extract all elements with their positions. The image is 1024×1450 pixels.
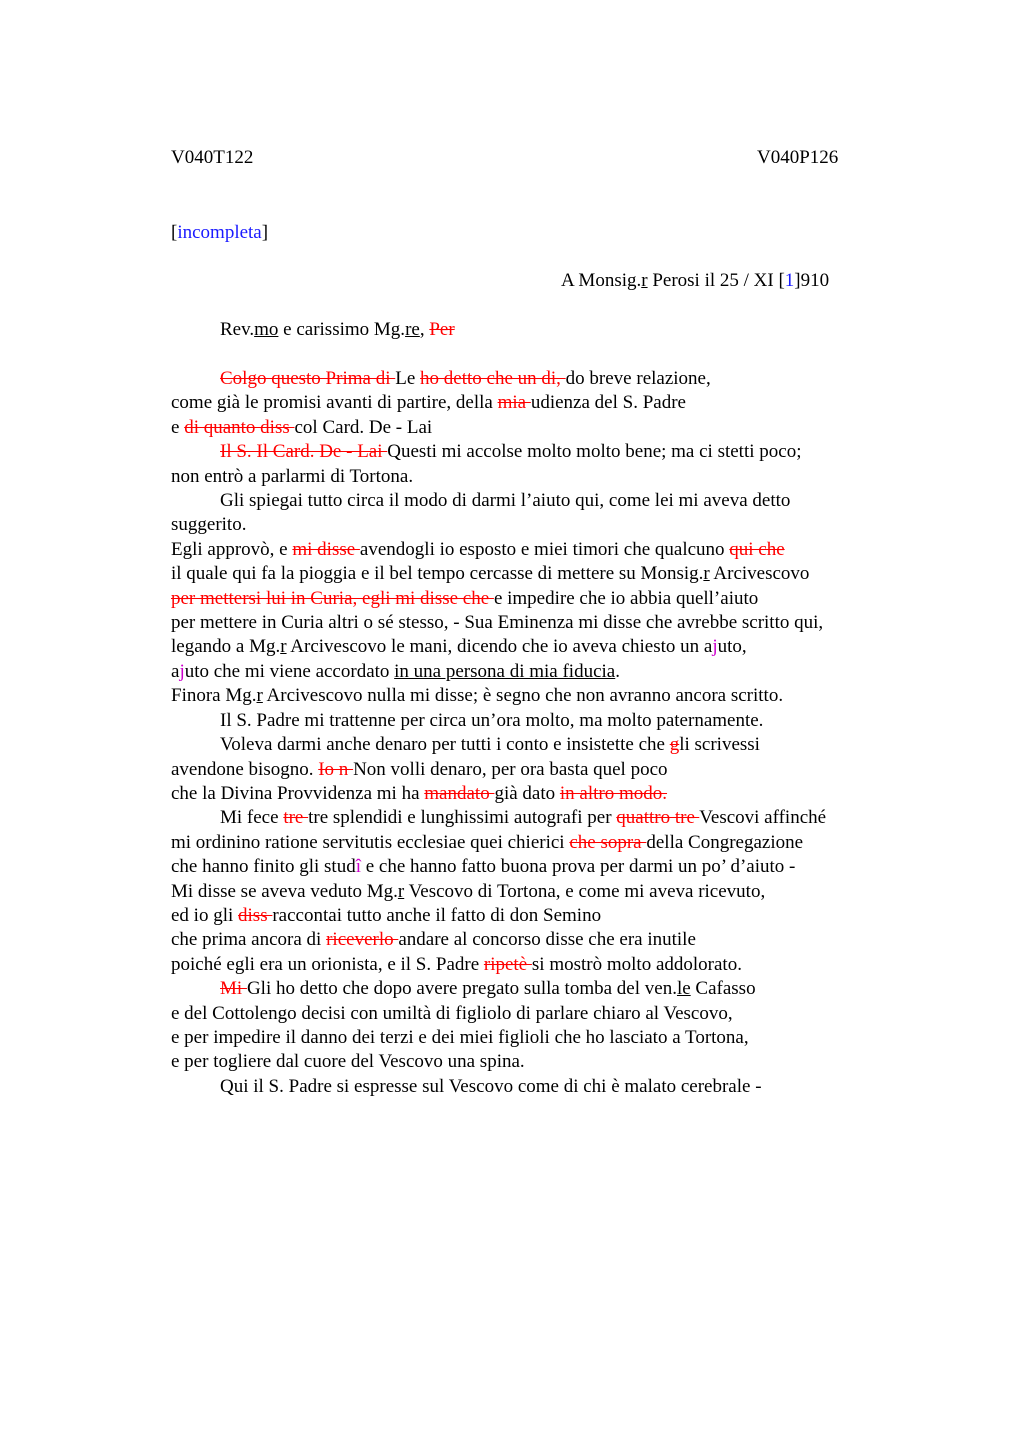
text: Vescovi affinché: [699, 807, 827, 829]
text: Qui il S. Padre si espresse sul Vescovo come di chi è malato cerebrale -: [220, 1075, 762, 1097]
text: Mi disse se aveva veduto Mg.: [171, 880, 398, 902]
text: poiché egli era un orionista, e il S. Padre: [171, 953, 484, 975]
deleted-text: Io n: [318, 758, 354, 780]
abbrev-text: r: [256, 685, 263, 707]
text: e per impedire il danno dei terzi e dei miei figlioli che ho lasciato a Tortona,: [171, 1026, 749, 1048]
deleted-text: tre: [283, 807, 309, 829]
deleted-text: quattro tre: [616, 807, 700, 829]
text: Mi fece: [220, 807, 284, 829]
salutation-text: ,: [419, 319, 430, 340]
text-line-14: [171, 684, 911, 708]
text-line-3: [171, 416, 911, 440]
abbrev-text: le: [676, 978, 691, 1000]
text: mi ordinino ratione servitutis ecclesiae quei chierici: [171, 831, 570, 853]
text-line-16: [171, 733, 911, 757]
text: .: [615, 660, 620, 682]
text-line-15: [171, 709, 911, 733]
text: Egli approvò, e: [171, 538, 293, 560]
deleted-text: Il S. Il Card. De - Lai: [220, 441, 388, 463]
underlined-text: in una persona di mia fiducia: [394, 660, 616, 682]
text-line-13: [171, 660, 911, 684]
deleted-text: riceverlo: [326, 929, 399, 951]
text: legando a Mg.: [171, 636, 281, 658]
text-line-10: [171, 587, 911, 611]
text: Non volli denaro, per ora basta quel poco: [353, 758, 668, 780]
dateline: [561, 269, 829, 293]
text-line-17: [171, 758, 911, 782]
text: Il S. Padre mi trattenne per circa un’ora molto, ma molto paternamente.: [220, 709, 764, 731]
text-line-11: [171, 611, 911, 635]
deleted-text: Per: [429, 319, 455, 340]
text: Arcivescovo: [709, 563, 810, 585]
text: andare al concorso disse che era inutile: [398, 929, 696, 951]
salutation: [220, 318, 455, 342]
text: già dato: [494, 782, 560, 804]
text-line-26: [171, 977, 911, 1001]
text: col Card. De - Lai: [294, 416, 433, 438]
text-line-8: [171, 538, 911, 562]
text: Le: [395, 368, 421, 389]
text-line-4: [171, 440, 911, 464]
note-bracket-close: ]: [261, 222, 269, 243]
text: e: [171, 416, 185, 438]
text-line-19: [171, 806, 911, 830]
text-line-12: [171, 635, 911, 659]
text-line-18: [171, 782, 911, 806]
text-line-1: [171, 367, 911, 391]
text: si mostrò molto addolorato.: [531, 953, 742, 975]
text: Gli ho detto che dopo avere pregato sulla tomba del ven.: [246, 978, 677, 1000]
deleted-text: di quanto diss: [184, 416, 295, 438]
deleted-text: Mi: [220, 978, 247, 1000]
text-line-22: [171, 880, 911, 904]
text: Questi mi accolse molto molto bene; ma ci stetti poco;: [387, 441, 802, 463]
deleted-text: mia: [497, 392, 531, 414]
text-line-29: [171, 1050, 911, 1074]
deleted-text: ripetè: [483, 953, 532, 975]
text: che hanno finito gli stud: [171, 856, 356, 878]
abbrev-text: r: [280, 636, 287, 658]
text-line-28: [171, 1026, 911, 1050]
salutation-abbrev: re: [405, 319, 420, 340]
dateline-abbrev: r: [641, 270, 648, 291]
text: e impedire che io abbia quell’aiuto: [493, 587, 759, 609]
text: non entrò a parlarmi di Tortona.: [171, 465, 414, 487]
text: Finora Mg.: [171, 685, 257, 707]
deleted-text: mandato: [424, 782, 495, 804]
text-line-9: [171, 562, 911, 586]
note-label: incompleta: [177, 222, 262, 243]
deleted-text: Colgo questo Prima di: [220, 368, 396, 389]
incomplete-note: [171, 221, 268, 245]
text-line-24: [171, 928, 911, 952]
text: e che hanno fatto buona prova per darmi un po’ d’aiuto -: [360, 856, 796, 878]
deleted-text: che sopra: [569, 831, 647, 853]
text: della Congregazione: [646, 831, 804, 853]
abbrev-text: r: [703, 563, 710, 585]
text-line-20: [171, 831, 911, 855]
text: per mettere in Curia altri o sé stesso, - Sua Eminenza mi disse che avrebbe scritto qui,: [171, 612, 824, 634]
text: ed io gli: [171, 904, 239, 926]
deleted-text: ho detto che un di,: [420, 368, 566, 389]
document-code-right: V040P126: [757, 147, 839, 168]
text: li scrivessi: [679, 734, 760, 756]
abbrev-text: r: [397, 880, 405, 902]
text: Arcivescovo nulla mi disse; è segno che non avranno ancora scritto.: [262, 685, 784, 707]
text: uto che mi viene accordato: [184, 660, 395, 682]
text: il quale qui fa la pioggia e il bel tempo cercasse di mettere su Monsig.: [171, 563, 704, 585]
text-line-27: [171, 1002, 911, 1026]
text: Voleva darmi anche denaro per tutti i conto e insistette che: [220, 734, 670, 756]
text: a: [171, 660, 180, 682]
inserted-text: î: [355, 856, 361, 878]
text: avendone bisogno.: [171, 758, 319, 780]
text-line-6: [171, 489, 911, 513]
text-line-2: [171, 391, 911, 415]
dateline-text: A Monsig.: [561, 270, 642, 291]
dateline-text: ]910: [794, 270, 830, 291]
deleted-text: in altro modo.: [559, 782, 668, 804]
deleted-text: per mettersi lui in Curia, egli mi disse che: [171, 587, 494, 609]
salutation-text: Rev.: [220, 319, 255, 340]
text: e del Cottolengo decisi con umiltà di figliolo di parlare chiaro al Vescovo,: [171, 1002, 733, 1024]
deleted-text: g: [669, 734, 680, 756]
text: uto,: [717, 636, 747, 658]
text-line-7: [171, 513, 911, 537]
deleted-text: mi disse: [292, 538, 360, 560]
dateline-text: Perosi il 25 / XI [: [647, 270, 785, 291]
text-line-30: [171, 1075, 911, 1099]
document-code-left: V040T122: [171, 147, 254, 168]
text-line-25: [171, 953, 911, 977]
text: e per togliere dal cuore del Vescovo una spina.: [171, 1051, 525, 1073]
text: come già le promisi avanti di partire, della: [171, 392, 498, 414]
inserted-text: j: [179, 660, 185, 682]
text: che prima ancora di: [171, 929, 327, 951]
text: Arcivescovo le mani, dicendo che io aveva chiesto un a: [286, 636, 713, 658]
text: do breve relazione,: [565, 368, 711, 389]
text: Vescovo di Tortona, e come mi aveva ricevuto,: [404, 880, 766, 902]
note-bracket-open: [: [171, 222, 178, 243]
text: avendogli io esposto e miei timori che qualcuno: [359, 538, 730, 560]
text: tre splendidi e lunghissimi autografi per: [308, 807, 617, 829]
deleted-text: qui che: [729, 538, 785, 560]
inserted-text: j: [712, 636, 718, 658]
dateline-editorial-digit: 1: [784, 270, 795, 291]
deleted-text: diss: [238, 904, 273, 926]
letter-body: [171, 367, 911, 1099]
text: raccontai tutto anche il fatto di don Semino: [272, 904, 602, 926]
text: che la Divina Provvidenza mi ha: [171, 782, 425, 804]
text-line-23: [171, 904, 911, 928]
text-line-21: [171, 855, 911, 879]
text: suggerito.: [171, 514, 247, 536]
text: udienza del S. Padre: [530, 392, 686, 414]
text-line-5: [171, 465, 911, 489]
text: Cafasso: [690, 978, 756, 1000]
salutation-text: e carissimo Mg.: [278, 319, 406, 340]
salutation-abbrev: mo: [254, 319, 279, 340]
text: Gli spiegai tutto circa il modo di darmi l’aiuto qui, come lei mi aveva detto: [220, 490, 791, 512]
